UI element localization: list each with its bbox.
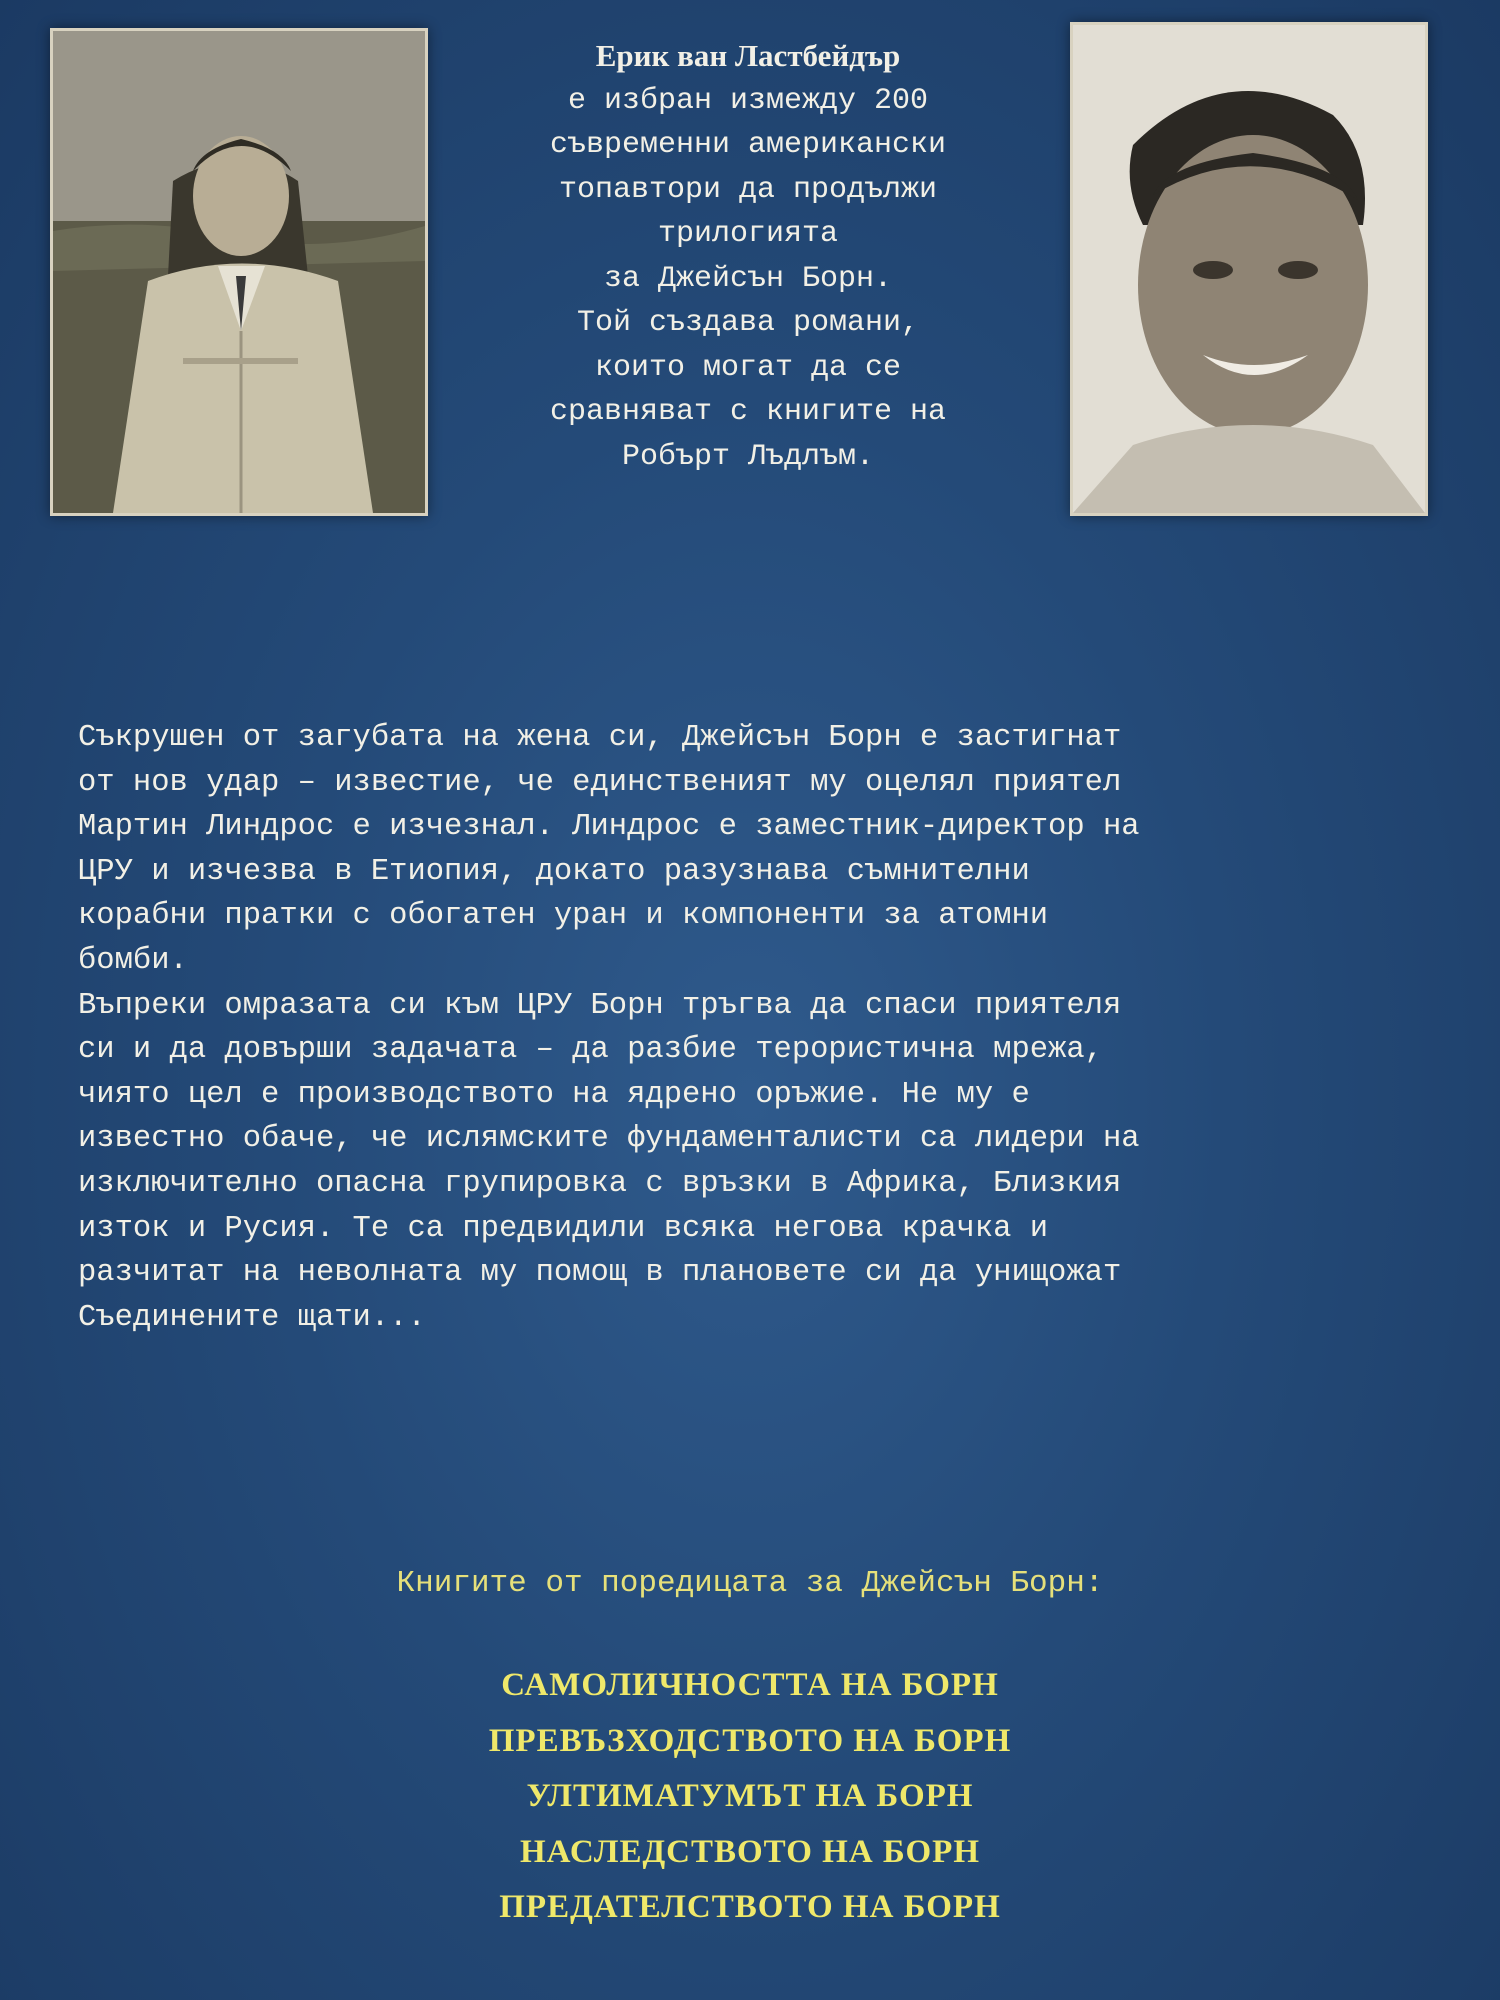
author-blurb-line: съвременни американски [549, 128, 947, 162]
series-title: УЛТИМАТУМЪТ НА БОРН [526, 1778, 974, 1814]
author-blurb-line: Робърт Лъдлъм. [621, 439, 875, 474]
author-blurb-line: сравняват с книгите на [549, 395, 947, 429]
author-blurb-line: топавтори да продължи [558, 172, 938, 207]
description-line: чиято цел е производството на ядрено оръжие. Не му е [78, 1077, 1030, 1112]
description-line: Съкрушен от загубата на жена си, Джейсън Борн е застигнат [78, 721, 1122, 755]
author-blurb-line: трилогията [657, 217, 839, 251]
description-line: Съединените щати... [78, 1300, 426, 1335]
author-blurb-line: Той създава романи, [576, 306, 920, 340]
description-line: известно обаче, че ислямските фундаменталисти са лидери на [78, 1122, 1140, 1157]
author-blurb [440, 34, 1056, 479]
description-line: изток и Русия. Те са предвидили всяка негова крачка и [78, 1211, 1049, 1246]
series-title: САМОЛИЧНОСТТА НА БОРН [501, 1667, 999, 1703]
portrait-photo-man-in-trench-coat-icon [53, 31, 425, 513]
author-blurb-line: за Джейсън Борн. [603, 261, 893, 296]
description-line: от нов удар – известие, че единственият му оцелял приятел [78, 765, 1122, 800]
author-photo-right [1070, 22, 1428, 516]
description-line: изключително опасна групировка с връзки в Африка, Близкия [78, 1166, 1122, 1201]
author-blurb-line: е избран измежду 200 [567, 83, 929, 118]
book-description [78, 716, 1438, 1340]
description-line: си и да довърши задачата – да разбие терористична мрежа, [78, 1033, 1103, 1068]
author-name: Ерик ван Ластбейдър [595, 38, 901, 73]
author-blurb-line: които могат да се [594, 350, 902, 385]
author-photo-left [50, 28, 428, 516]
series-title: ПРЕДАТЕЛСТВОТО НА БОРН [499, 1889, 1001, 1925]
description-line: корабни пратки с обогатен уран и компоненти за атомни [78, 899, 1049, 934]
series-title: НАСЛЕДСТВОТО НА БОРН [519, 1833, 981, 1870]
portrait-photo-smiling-man-icon [1073, 25, 1425, 513]
description-line: разчитат на неволната му помощ в плановете си да унищожат [78, 1256, 1122, 1291]
description-line: ЦРУ и изчезва в Етиопия, докато разузнава съмнителни [78, 854, 1030, 889]
description-line: Въпреки омразата си към ЦРУ Борн тръгва да спаси приятеля [78, 988, 1122, 1023]
series-title-list [0, 1658, 1500, 1936]
series-heading: Книгите от поредицата за Джейсън Борн: [396, 1566, 1104, 1601]
description-line: Мартин Линдрос е изчезнал. Линдрос е заместник-директор на [78, 810, 1140, 845]
description-line: бомби. [78, 943, 188, 978]
series-title: ПРЕВЪЗХОДСТВОТО НА БОРН [488, 1722, 1012, 1759]
